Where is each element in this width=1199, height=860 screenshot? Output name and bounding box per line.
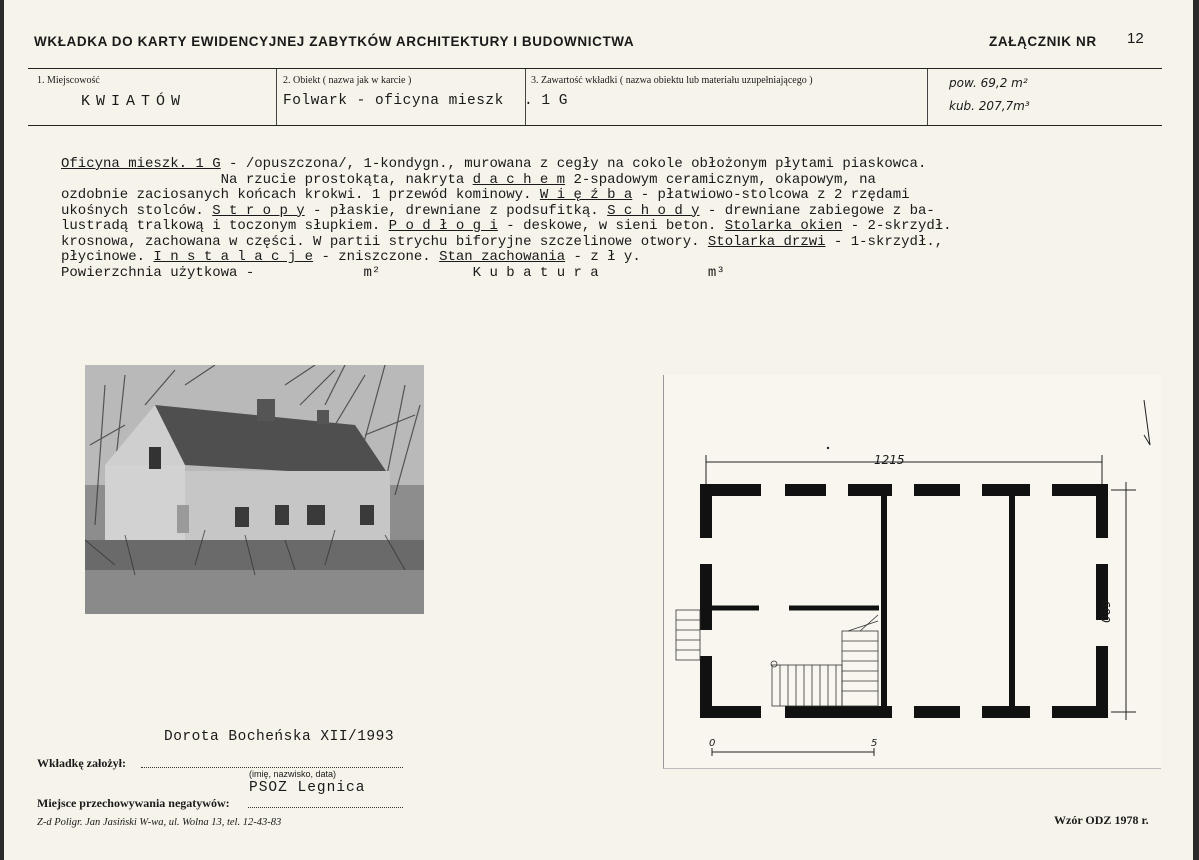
desc-line: - z ł y. [565,249,641,265]
annex-number: 12 [1127,30,1144,47]
building-photo [85,365,424,614]
object-suffix: . 1 G [524,93,568,109]
desc-term: S c h o d y [607,202,700,219]
desc-line: - płaskie, drewniane z podsufitką. [304,202,608,219]
desc-line: płycinowe. [61,249,154,265]
top-rule [28,68,1162,69]
author-entry: Dorota Bocheńska XII/1993 [164,729,395,745]
annex-label: ZAŁĄCZNIK NR [989,34,1097,49]
desc-line: - /opuszczona/, 1-kondygn., murowana z cegły na cokole obłożonym płytami piaskowca. [220,156,927,172]
desc-line: - deskowe, w sieni beton. [497,218,725,234]
bottom-rule [28,125,1162,126]
field-divider [927,69,928,125]
form-version: Wzór ODZ 1978 r. [1054,813,1149,827]
storage-line [248,806,403,808]
desc-term: W i ę ź b a [539,187,633,203]
desc-term: Stan zachowania [439,249,566,265]
negatives-storage-label: Miejsce przechowywania negatywów: [37,796,230,810]
scale-end: 5 [871,738,878,749]
desc-line: ukośnych stolców. [61,202,213,219]
desc-line: - 1-skrzydł., [825,233,944,250]
description-text [61,157,1131,281]
field-divider [276,69,277,125]
desc-line: - 2-skrzydł. [842,218,952,234]
storage-value: PSOZ Legnica [249,780,366,796]
desc-line: - zniszczone. [313,249,440,265]
form-title: WKŁADKA DO KARTY EWIDENCYJNEJ ZABYTKÓW ARCHITEKTURY I BUDOWNICTWA [34,34,635,49]
created-by-line [141,766,403,768]
desc-line: - drewniane zabiegowe z ba- [699,202,935,219]
desc-line: Na rzucie prostokąta, nakryta [61,171,473,188]
content-label: 3. Zawartość wkładki ( nazwa obiektu lub materiału uzupełniającego ) [531,75,813,86]
desc-line: krosnowa, zachowana w części. W partii strychu biforyjne szczelinowe otwory. [61,233,708,250]
created-by-hint: (imię, nazwisko, data) [249,769,337,779]
usable-area-unit: m² [254,264,381,281]
floor-plan [663,375,1161,769]
place-value: KWIATÓW [81,93,187,110]
place-label: 1. Miejscowość [37,75,100,86]
volume-note: kub. 207,7m³ [949,99,1030,113]
object-value: Folwark - oficyna mieszk [283,93,504,109]
desc-term: S t r o p y [212,202,305,219]
desc-term: Stolarka okien [724,218,843,234]
desc-line: ozdobnie zaciosanych końcach krokwi. 1 przewód kominowy. [61,187,540,203]
desc-term: d a c h e m [472,171,566,188]
usable-area-label: Powierzchnia użytkowa - [61,264,255,281]
created-by-label: Wkładkę założył: [37,756,126,770]
plan-length-dimension: 1215 [874,453,905,467]
printer-imprint: Z-d Poligr. Jan Jasiński W-wa, ul. Wolna 13, tel. 12-43-83 [37,817,282,828]
scale-start: 0 [709,738,716,749]
volume-label: K u b a t u r a [380,264,599,281]
desc-line: - płatwiowo-stolcowa z 2 rzędami [632,187,910,203]
desc-term: Stolarka drzwi [707,233,826,250]
object-label: 2. Obiekt ( nazwa jak w karcie ) [283,75,412,86]
desc-line: 2-spadowym ceramicznym, okapowym, na [565,171,876,188]
desc-line: lustradą tralkową i toczonym słupkiem. [61,218,389,234]
area-note: pow. 69,2 m² [949,76,1028,90]
volume-unit: m³ [598,264,725,281]
desc-term: I n s t a l a c j e [153,249,314,265]
plan-width-dimension: 690 [1098,600,1112,623]
object-heading: Oficyna mieszk. 1 G [61,156,221,172]
desc-term: P o d ł o g i [388,218,498,234]
